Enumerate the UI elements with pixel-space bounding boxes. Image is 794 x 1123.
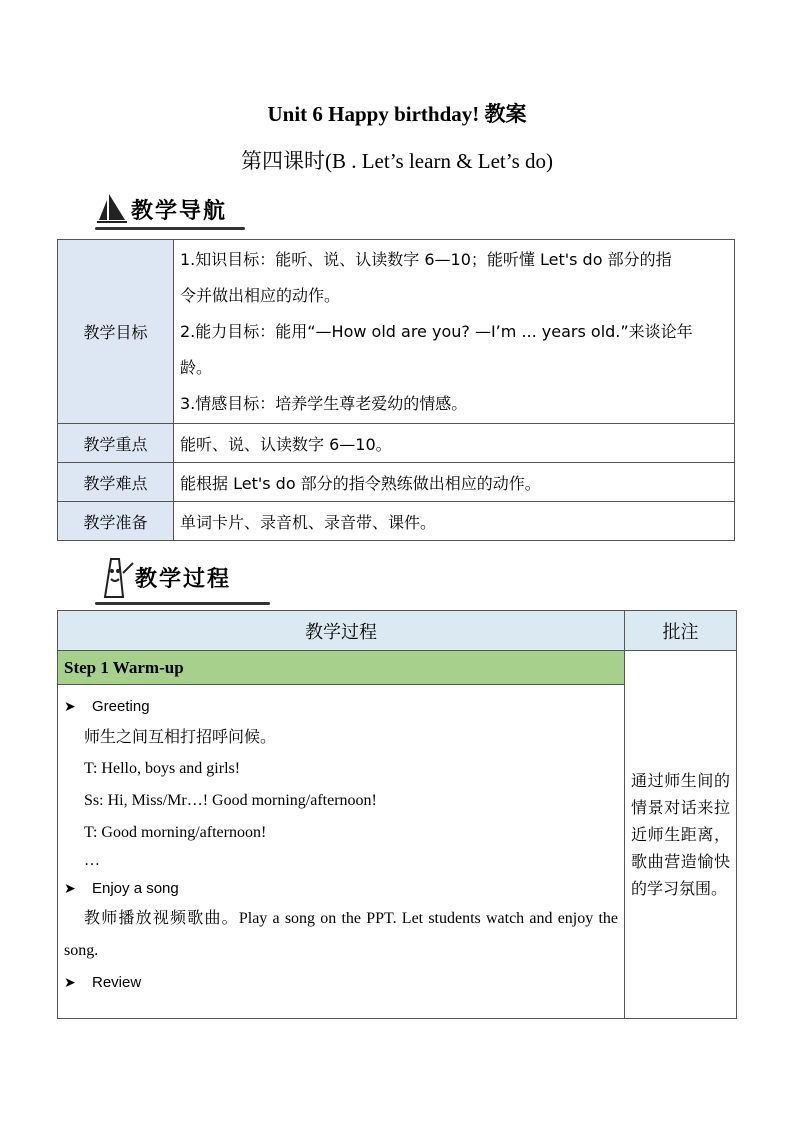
table-row — [58, 651, 737, 685]
sailboat-icon — [95, 192, 131, 226]
pencil-figure-icon — [95, 553, 135, 601]
teaching-navigation-table — [57, 239, 735, 541]
preparation-label: 教学准备 — [58, 502, 174, 541]
preparation-value: 单词卡片、录音机、录音带、课件。 — [174, 502, 735, 541]
step-content — [58, 685, 625, 1019]
document-title: Unit 6 Happy birthday! 教案 — [267, 102, 527, 126]
teaching-process-table — [57, 610, 737, 1019]
review-label: Review — [92, 974, 142, 991]
objective-value — [174, 240, 735, 424]
annotation-note: 通过师生间的情景对话来拉近师生距离，歌曲营造愉快的学习氛围。 — [625, 651, 737, 1019]
key-point-value: 能听、说、认读数字 6—10。 — [174, 424, 735, 463]
objective-line: 3.情感目标：培养学生尊老爱幼的情感。 — [180, 393, 468, 413]
process-heading — [95, 553, 231, 601]
key-point-label: 教学重点 — [58, 424, 174, 463]
dialog-line: T: Good morning/afternoon! — [84, 824, 267, 841]
dialog-line: … — [84, 852, 100, 869]
table-row — [58, 240, 735, 424]
objective-label: 教学目标 — [58, 240, 174, 424]
objective-line: 令并做出相应的动作。 — [180, 285, 341, 305]
song-description: 教师播放视频歌曲。Play a song on the PPT. Let students watch and enjoy the song. — [64, 910, 618, 959]
table-row — [58, 463, 735, 502]
table-row — [58, 424, 735, 463]
objective-line: 1.知识目标：能听、说、认读数字 6—10；能听懂 Let's do 部分的指 — [180, 249, 672, 269]
greeting-description: 师生之间互相打招呼问候。 — [84, 727, 277, 746]
table-row — [58, 502, 735, 541]
nav-heading — [95, 192, 227, 226]
list-item — [64, 967, 618, 997]
objective-line: 2.能力目标：能用“—How old are you? —I’m ... years old.”来谈论年 — [180, 321, 693, 341]
list-item — [64, 691, 618, 721]
dialog-line: Ss: Hi, Miss/Mr…! Good morning/afternoon! — [84, 792, 377, 809]
table-header-row — [58, 611, 737, 651]
notes-column-header: 批注 — [625, 611, 737, 651]
list-item — [64, 873, 618, 903]
arrow-bullet-icon: ➤ — [64, 698, 76, 714]
dialog-line: T: Hello, boys and girls! — [84, 760, 241, 777]
arrow-bullet-icon: ➤ — [64, 880, 76, 896]
arrow-bullet-icon: ➤ — [64, 974, 76, 990]
greeting-label: Greeting — [92, 698, 150, 715]
document-subtitle: 第四课时(B . Let’s learn & Let’s do) — [240, 149, 554, 173]
step-title: Step 1 Warm-up — [58, 651, 625, 685]
objective-line: 龄。 — [180, 357, 213, 377]
difficulty-value: 能根据 Let's do 部分的指令熟练做出相应的动作。 — [174, 463, 735, 502]
nav-heading-text: 教学导航 — [131, 198, 228, 224]
process-column-header: 教学过程 — [58, 611, 625, 651]
song-label: Enjoy a song — [92, 880, 179, 897]
process-heading-text: 教学过程 — [135, 566, 232, 592]
difficulty-label: 教学难点 — [58, 463, 174, 502]
